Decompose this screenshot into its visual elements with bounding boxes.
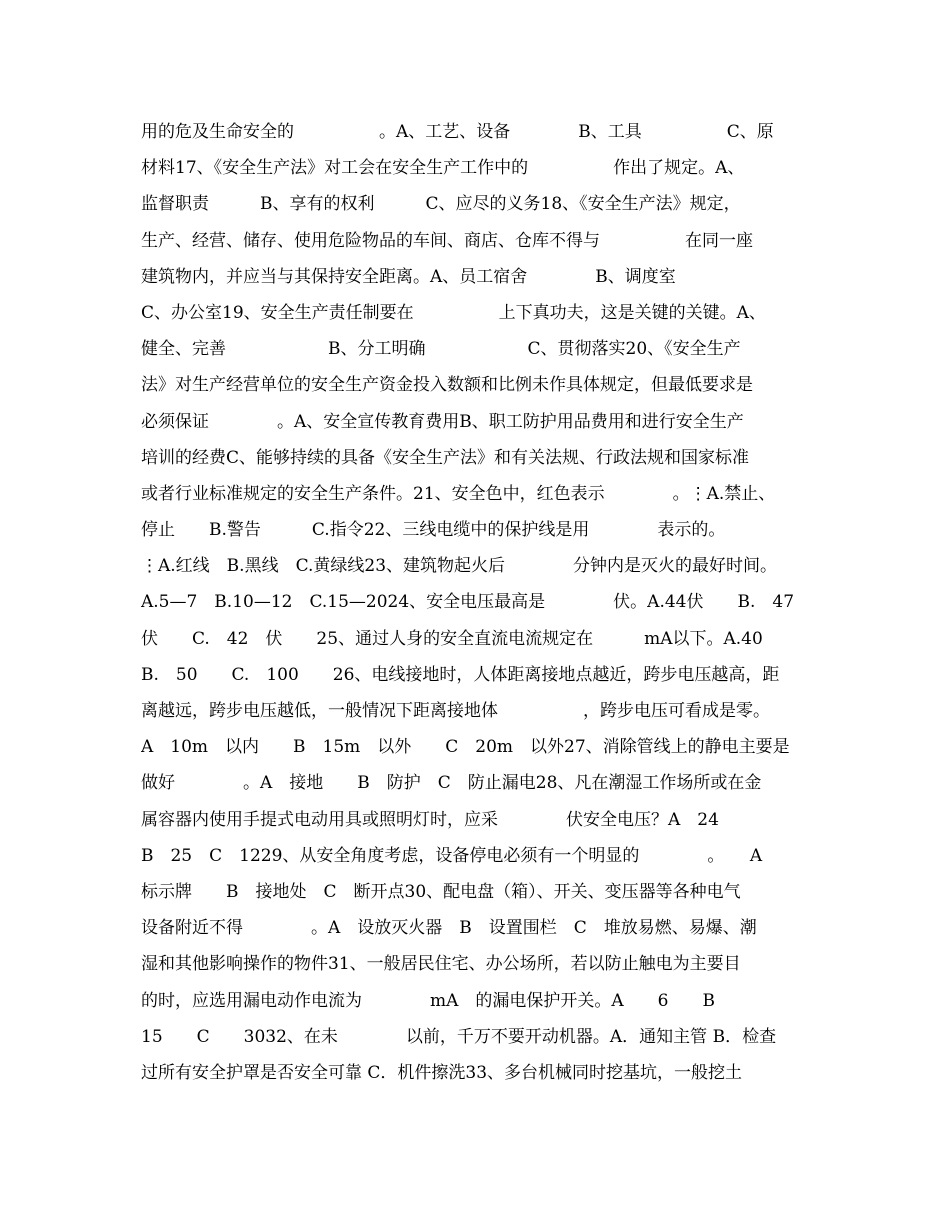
text-line: C、办公室19、安全生产责任制要在 上下真功夫，这是关键的关键。A、 (141, 302, 766, 323)
text-line: 材料17、《安全生产法》对工会在安全生产工作中的 作出了规定。A、 (141, 158, 745, 179)
text-line: A.5—7 B.10—12 C.15—2024、安全电压最高是 伏。A.44伏 B. 47 (141, 592, 795, 613)
text-line: 湿和其他影响操作的物件31、一般居民住宅、办公场所，若以防止触电为主要目 (141, 954, 741, 975)
text-line: 必须保证 。A、安全宣传教育费用B、职工防护用品费用和进行安全生产 (141, 411, 744, 432)
text-line: B. 50 C. 100 26、电线接地时，人体距离接地点越近，跨步电压越高，距 (141, 664, 780, 685)
text-line: 或者行业标准规定的安全生产条件。21、安全色中，红色表示 。⋮A.禁止、 (141, 483, 776, 504)
text-line: 法》对生产经营单位的安全生产资金投入数额和比例未作具体规定，但最低要求是 (141, 375, 753, 396)
text-line: 属容器内使用手提式电动用具或照明灯时，应采 伏安全电压？A 24 (141, 809, 719, 830)
text-line: 建筑物内，并应当与其保持安全距离。A、员工宿舍 B、调度室 (141, 266, 676, 287)
text-line: 停止 B.警告 C.指令22、三线电缆中的保护线是用 表示的。 (141, 520, 726, 541)
text-line: 做好 。A 接地 B 防护 C 防止漏电28、凡在潮湿工作场所或在金 (141, 773, 762, 794)
text-line: 15 C 3032、在未 以前，千万不要开动机器。A．通知主管 B．检查 (141, 1026, 777, 1047)
text-line: B 25 C 1229、从安全角度考虑，设备停电必须有一个明显的 。 A (141, 845, 763, 866)
text-line: ⋮A.红线 B.黑线 C.黄绿线23、建筑物起火后 分钟内是灭火的最好时间。 (141, 556, 778, 577)
text-line: 设备附近不得 。A 设放灭火器 B 设置围栏 C 堆放易燃、易爆、潮 (141, 918, 757, 939)
text-line: 伏 C. 42 伏 25、通过人身的安全直流电流规定在 mA以下。A.40 (141, 628, 763, 649)
text-line: 生产、经营、储存、使用危险物品的车间、商店、仓库不得与 在同一座 (141, 230, 753, 251)
text-line: 的时，应选用漏电动作电流为 mA 的漏电保护开关。A 6 B (141, 990, 715, 1011)
text-line: 监督职责 B、享有的权利 C、应尽的义务18、《安全生产法》规定， (141, 194, 741, 215)
text-line: 过所有安全护罩是否安全可靠 C．机件擦洗33、多台机械同时挖基坑，一般挖土 (141, 1062, 743, 1083)
text-line: 健全、完善 B、分工明确 C、贯彻落实20、《安全生产 (141, 339, 741, 360)
text-line: 标示牌 B 接地处 C 断开点30、配电盘（箱）、开关、变压器等各种电气 (141, 881, 741, 902)
text-line: 培训的经费C、能够持续的具备《安全生产法》和有关法规、行政法规和国家标准 (141, 447, 750, 468)
document-body (141, 114, 813, 1091)
text-line: A 10m 以内 B 15m 以外 C 20m 以外27、消除管线上的静电主要是 (141, 737, 790, 758)
text-line: 用的危及生命安全的 。A、工艺、设备 B、工具 C、原 (141, 122, 774, 142)
text-line: 离越远，跨步电压越低，一般情况下距离接地体 ，跨步电压可看成是零。 (141, 701, 770, 721)
